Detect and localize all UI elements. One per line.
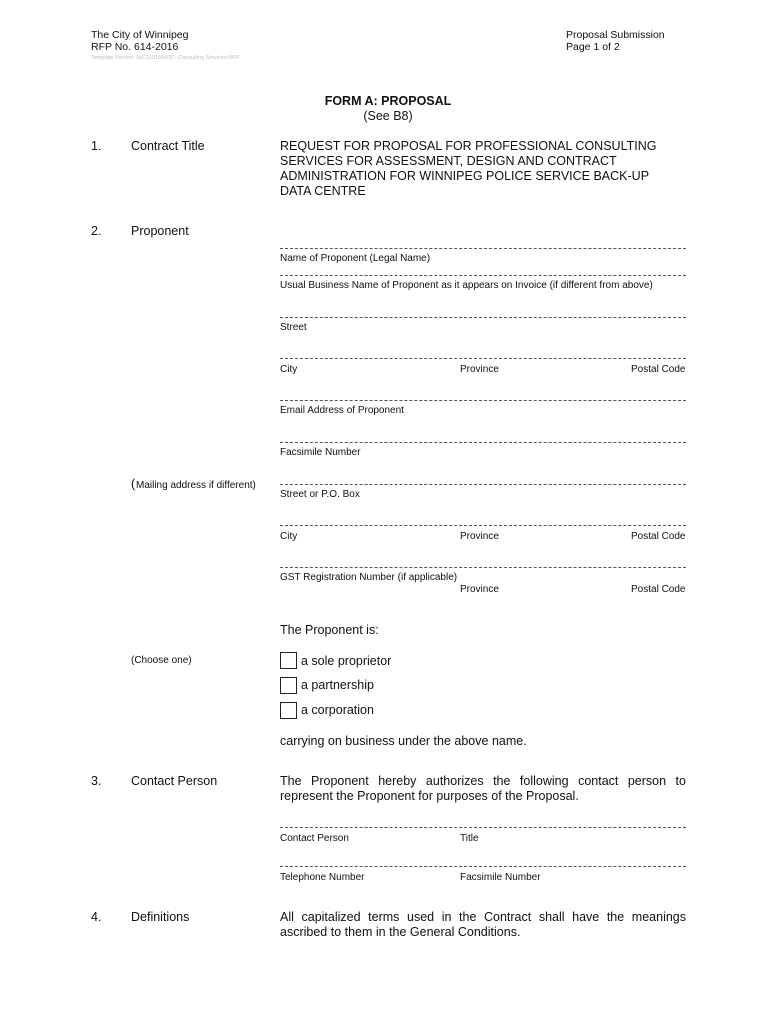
business-name-label: Usual Business Name of Proponent as it appears on Invoice (if different from above) bbox=[280, 280, 653, 291]
postal-code-label: Postal Code bbox=[631, 364, 686, 375]
section-3-label: Contact Person bbox=[131, 774, 218, 788]
province-label: Province bbox=[460, 531, 499, 542]
choose-one-label: (Choose one) bbox=[131, 655, 192, 666]
facsimile-field[interactable] bbox=[280, 442, 686, 443]
header-organization: The City of Winnipeg bbox=[91, 29, 189, 41]
facsimile-label: Facsimile Number bbox=[280, 447, 361, 458]
city-label: City bbox=[280, 531, 298, 542]
header-proposal-submission: Proposal Submission bbox=[566, 29, 665, 41]
legal-name-field[interactable] bbox=[280, 248, 686, 249]
definitions-text: All capitalized terms used in the Contract shall have the meanings ascribed to them in the General Conditions. bbox=[280, 910, 686, 939]
telephone-facsimile-field[interactable] bbox=[280, 866, 686, 867]
contract-title-line: ADMINISTRATION FOR WINNIPEG POLICE SERVICE BACK-UP bbox=[280, 169, 650, 183]
contact-person-label: Contact Person bbox=[280, 833, 349, 844]
section-4-label: Definitions bbox=[131, 910, 190, 924]
sole-proprietor-label: a sole proprietor bbox=[301, 654, 392, 668]
postal-code-label: Postal Code bbox=[631, 531, 686, 542]
section-1-label: Contract Title bbox=[131, 139, 205, 153]
province-label: Province bbox=[460, 584, 499, 595]
header-template-note: Template Version: SrC120150605 - Consulting Services RFP bbox=[91, 55, 240, 61]
contract-title-line: REQUEST FOR PROPOSAL FOR PROFESSIONAL CONSULTING bbox=[280, 139, 657, 153]
mailing-open-paren: ( bbox=[131, 477, 136, 491]
corporation-checkbox[interactable] bbox=[280, 702, 297, 719]
province-label: Province bbox=[460, 364, 499, 375]
contract-title-line: DATA CENTRE bbox=[280, 184, 366, 198]
section-1-number: 1. bbox=[91, 139, 102, 153]
street-field[interactable] bbox=[280, 317, 686, 318]
section-3-number: 3. bbox=[91, 774, 102, 788]
corporation-label: a corporation bbox=[301, 703, 374, 717]
mailing-address-label: Mailing address if different) bbox=[136, 480, 256, 491]
city-label: City bbox=[280, 364, 298, 375]
street-po-field[interactable] bbox=[280, 484, 686, 485]
title-label: Title bbox=[460, 833, 479, 844]
section-2-number: 2. bbox=[91, 224, 102, 238]
telephone-label: Telephone Number bbox=[280, 872, 365, 883]
gst-field[interactable] bbox=[280, 567, 686, 568]
proponent-is-text: The Proponent is: bbox=[280, 623, 379, 637]
mailing-city-province-postal-field[interactable] bbox=[280, 525, 686, 526]
partnership-checkbox[interactable] bbox=[280, 677, 297, 694]
contact-authorization-text: The Proponent hereby authorizes the following contact person to represent the Proponent for purposes of the Proposal. bbox=[280, 774, 686, 803]
postal-code-label: Postal Code bbox=[631, 584, 686, 595]
carrying-on-business-text: carrying on business under the above name. bbox=[280, 734, 527, 748]
email-field[interactable] bbox=[280, 400, 686, 401]
contract-title-line: SERVICES FOR ASSESSMENT, DESIGN AND CONTRACT bbox=[280, 154, 617, 168]
form-title: FORM A: PROPOSAL bbox=[324, 94, 452, 108]
business-name-field[interactable] bbox=[280, 275, 686, 276]
header-rfp-number: RFP No. 614-2016 bbox=[91, 41, 179, 53]
city-province-postal-field[interactable] bbox=[280, 358, 686, 359]
street-label: Street bbox=[280, 322, 307, 333]
contact-person-title-field[interactable] bbox=[280, 827, 686, 828]
email-label: Email Address of Proponent bbox=[280, 405, 404, 416]
section-2-label: Proponent bbox=[131, 224, 189, 238]
street-po-label: Street or P.O. Box bbox=[280, 489, 360, 500]
form-subtitle: (See B8) bbox=[363, 109, 413, 123]
legal-name-label: Name of Proponent (Legal Name) bbox=[280, 253, 431, 264]
section-4-number: 4. bbox=[91, 910, 102, 924]
sole-proprietor-checkbox[interactable] bbox=[280, 652, 297, 669]
gst-label: GST Registration Number (if applicable) bbox=[280, 572, 458, 583]
facsimile-label: Facsimile Number bbox=[460, 872, 541, 883]
header-page-number: Page 1 of 2 bbox=[566, 41, 620, 53]
partnership-label: a partnership bbox=[301, 678, 374, 692]
